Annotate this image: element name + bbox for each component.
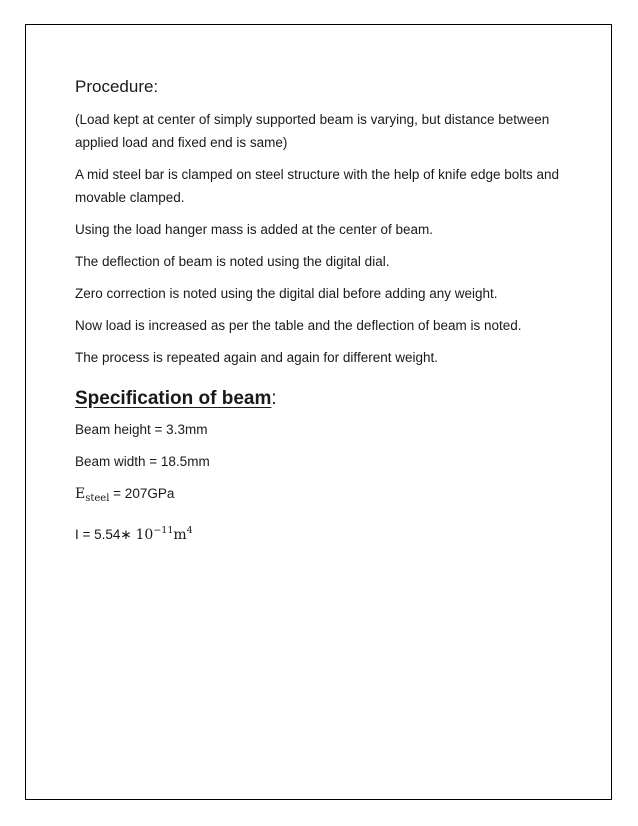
elastic-modulus [75,482,575,510]
e-subscript: steel [85,493,110,504]
i-unit-exponent: 4 [186,525,193,536]
moment-of-inertia [75,519,575,547]
procedure-step: The deflection of beam is noted using the digital dial. [75,254,390,269]
document-body [75,76,575,556]
procedure-step: The process is repeated again and again for different weight. [75,350,438,365]
i-prefix: I = 5.54∗ [75,527,136,542]
i-base: 10 [135,527,154,543]
e-value: = 207GPa [109,486,175,501]
procedure-step: Zero correction is noted using the digital dial before adding any weight. [75,286,498,301]
procedure-step: Now load is increased as per the table and the deflection of beam is noted. [75,318,522,333]
specification-colon: : [271,388,277,409]
beam-height: Beam height = 3.3mm [75,422,208,437]
specification-title: Specification of beam [75,388,272,409]
procedure-heading: Procedure: [75,77,159,96]
procedure-step: Using the load hanger mass is added at the center of beam. [75,222,433,237]
beam-width: Beam width = 18.5mm [75,454,210,469]
procedure-step: (Load kept at center of simply supported beam is varying, but distance between applied load and fixed end is same) [75,112,550,150]
i-unit: m [173,527,187,543]
e-symbol: E [75,486,86,502]
procedure-step: A mid steel bar is clamped on steel structure with the help of knife edge bolts and movable clamped. [75,167,560,205]
i-exponent: −11 [153,525,174,536]
specification-heading [75,386,575,412]
